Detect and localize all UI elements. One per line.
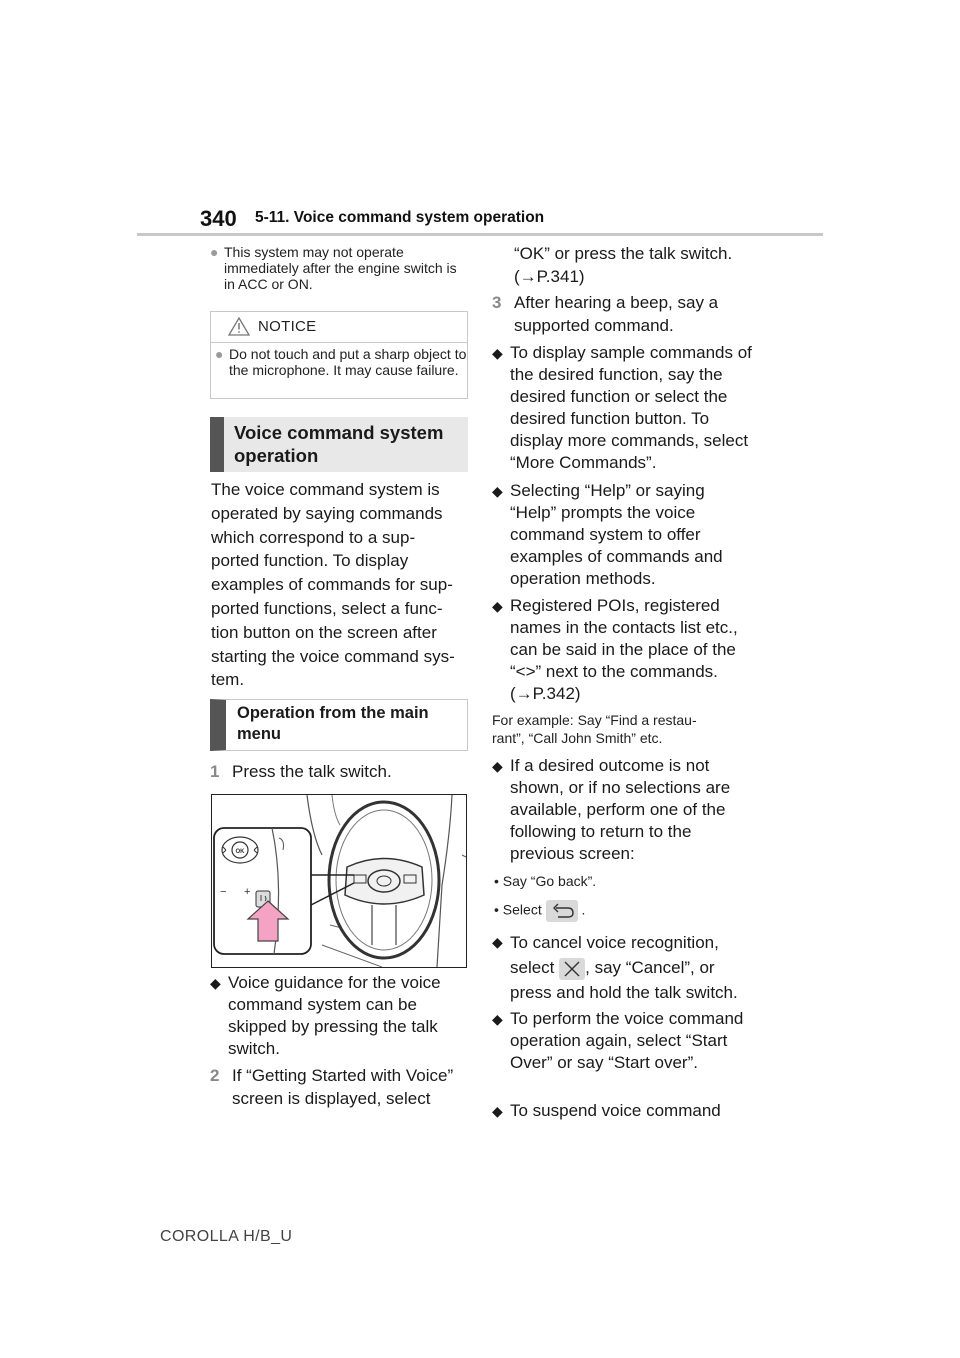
- ok-button-label: OK: [235, 849, 245, 855]
- steering-wheel-illustration: [211, 794, 467, 968]
- steering-wheel-drawing: [212, 795, 466, 967]
- notice-box: [210, 311, 468, 399]
- step-1: [210, 761, 470, 784]
- bullet-registered-pois: [492, 595, 760, 705]
- step-text: If “Getting Started with Voice” screen is displayed, select: [232, 1066, 454, 1108]
- text-line: starting the voice command sys-: [211, 646, 455, 666]
- bullet-desired-outcome: [492, 755, 754, 865]
- bullet-text: Selecting “Help” or saying “Help” prompts the voice command system to offer examples of commands and operation methods.: [510, 481, 723, 588]
- heading-line: Voice command system: [234, 422, 444, 443]
- section-title: 5-11. Voice command system operation: [255, 209, 545, 226]
- note-text: This system may not operate immediately after the engine switch is in ACC or ON.: [224, 244, 457, 292]
- sub-item-go-back: [494, 872, 754, 890]
- diamond-bullet-icon: ◆: [492, 345, 503, 361]
- example-line: rant”, “Call John Smith” etc.: [492, 729, 663, 746]
- bullet-text-line: [492, 955, 760, 980]
- step-text: After hearing a beep, say a supported command.: [514, 293, 719, 335]
- bullet-text: Voice guidance for the voice command system can be skipped by pressing the talk switch.: [228, 973, 441, 1058]
- intro-paragraph: [211, 478, 473, 692]
- bullet-suspend: [492, 1100, 754, 1122]
- text-line: tem.: [211, 670, 245, 690]
- bullet-text: To suspend voice command: [510, 1101, 721, 1120]
- step-number: 1: [210, 762, 220, 781]
- circle-bullet-icon: ●: [215, 346, 224, 362]
- step-number: 3: [492, 293, 502, 312]
- volume-plus-label: +: [244, 886, 251, 898]
- bullet-text: Registered POIs, registered names in the contacts list etc., can be said in the place of the “<>” next to the commands.: [510, 596, 738, 681]
- sub-text: Select: [502, 901, 542, 918]
- bullet-text: To perform the voice command operation again, select “Start Over” or say “Start over”.: [510, 1009, 744, 1072]
- diamond-bullet-icon: ◆: [492, 598, 503, 614]
- text-line: ported functions, select a func-: [211, 598, 443, 618]
- step-3: [492, 292, 754, 337]
- page-reference: (→P.341): [514, 266, 585, 286]
- diamond-bullet-icon: ◆: [210, 975, 221, 991]
- bullet-text: To cancel voice recognition,: [510, 933, 719, 952]
- bullet-cancel-recognition: [492, 930, 760, 1005]
- bullet-text: To display sample commands of the desired function, say the desired function or select the desired function button. To display more commands, select “More Commands”.: [510, 343, 752, 472]
- diamond-bullet-icon: ◆: [492, 1103, 503, 1119]
- bullet-text: If a desired outcome is not shown, or if no selections are available, perform one of the following to return to the previous screen:: [510, 756, 731, 863]
- step-text: Press the talk switch.: [232, 762, 392, 781]
- diamond-bullet-icon: ◆: [492, 758, 503, 774]
- diamond-bullet-icon: ◆: [492, 483, 503, 499]
- text-line: tion button on the screen after: [211, 622, 437, 642]
- close-x-icon: [559, 958, 585, 980]
- text-line: ported function. To display: [211, 551, 409, 571]
- volume-minus-label: −: [220, 886, 227, 898]
- sub-text: Say “Go back”.: [502, 873, 597, 889]
- bullet-start-over: [492, 1008, 754, 1074]
- heading-line: operation: [234, 445, 319, 466]
- text-line: examples of commands for sup-: [211, 575, 453, 595]
- page-number: 340: [200, 206, 237, 231]
- step-2: [210, 1065, 472, 1110]
- heading-line: Operation from the main: [237, 704, 429, 722]
- notice-text: Do not touch and put a sharp object to the microphone. It may cause failure.: [229, 346, 467, 378]
- back-arrow-icon: [546, 900, 578, 922]
- bullet-text: press and hold the talk switch.: [510, 983, 738, 1002]
- text-line: which correspond to a sup-: [211, 527, 416, 547]
- diamond-bullet-icon: ◆: [492, 934, 503, 950]
- bullet-voice-guidance: [210, 972, 465, 1060]
- bullet-text: select: [510, 958, 555, 977]
- page-reference: (→P.342): [510, 684, 581, 703]
- heading-line: menu: [237, 725, 282, 743]
- footer-model: COROLLA H/B_U: [160, 1228, 293, 1245]
- small-bullet-icon: •: [494, 901, 499, 918]
- small-bullet-icon: •: [494, 873, 499, 889]
- warning-triangle-icon: [228, 317, 250, 336]
- sub-item-select-back: [494, 900, 754, 922]
- text-line: The voice command system is: [211, 480, 440, 499]
- example-note: [492, 712, 762, 747]
- bullet-help: [492, 480, 754, 590]
- sub-text: .: [581, 901, 586, 918]
- bullet-text: , say “Cancel”, or: [585, 958, 715, 977]
- bullet-sample-commands: [492, 342, 752, 474]
- step-2-continued: [492, 243, 762, 288]
- header-rule: [137, 233, 823, 236]
- section-heading-main-menu: [210, 699, 468, 751]
- note-engine-switch: [210, 244, 464, 292]
- text-line: operated by saying commands: [211, 503, 443, 523]
- section-heading-voice-command: [210, 417, 468, 472]
- notice-title: NOTICE: [258, 318, 317, 335]
- example-line: For example: Say “Find a restau-: [492, 712, 697, 728]
- notice-header: [211, 312, 467, 343]
- step-number: 2: [210, 1066, 220, 1085]
- notice-body: [215, 346, 479, 378]
- diamond-bullet-icon: ◆: [492, 1011, 503, 1027]
- step-text: “OK” or press the talk switch.: [514, 244, 733, 263]
- circle-bullet-icon: ●: [210, 244, 219, 260]
